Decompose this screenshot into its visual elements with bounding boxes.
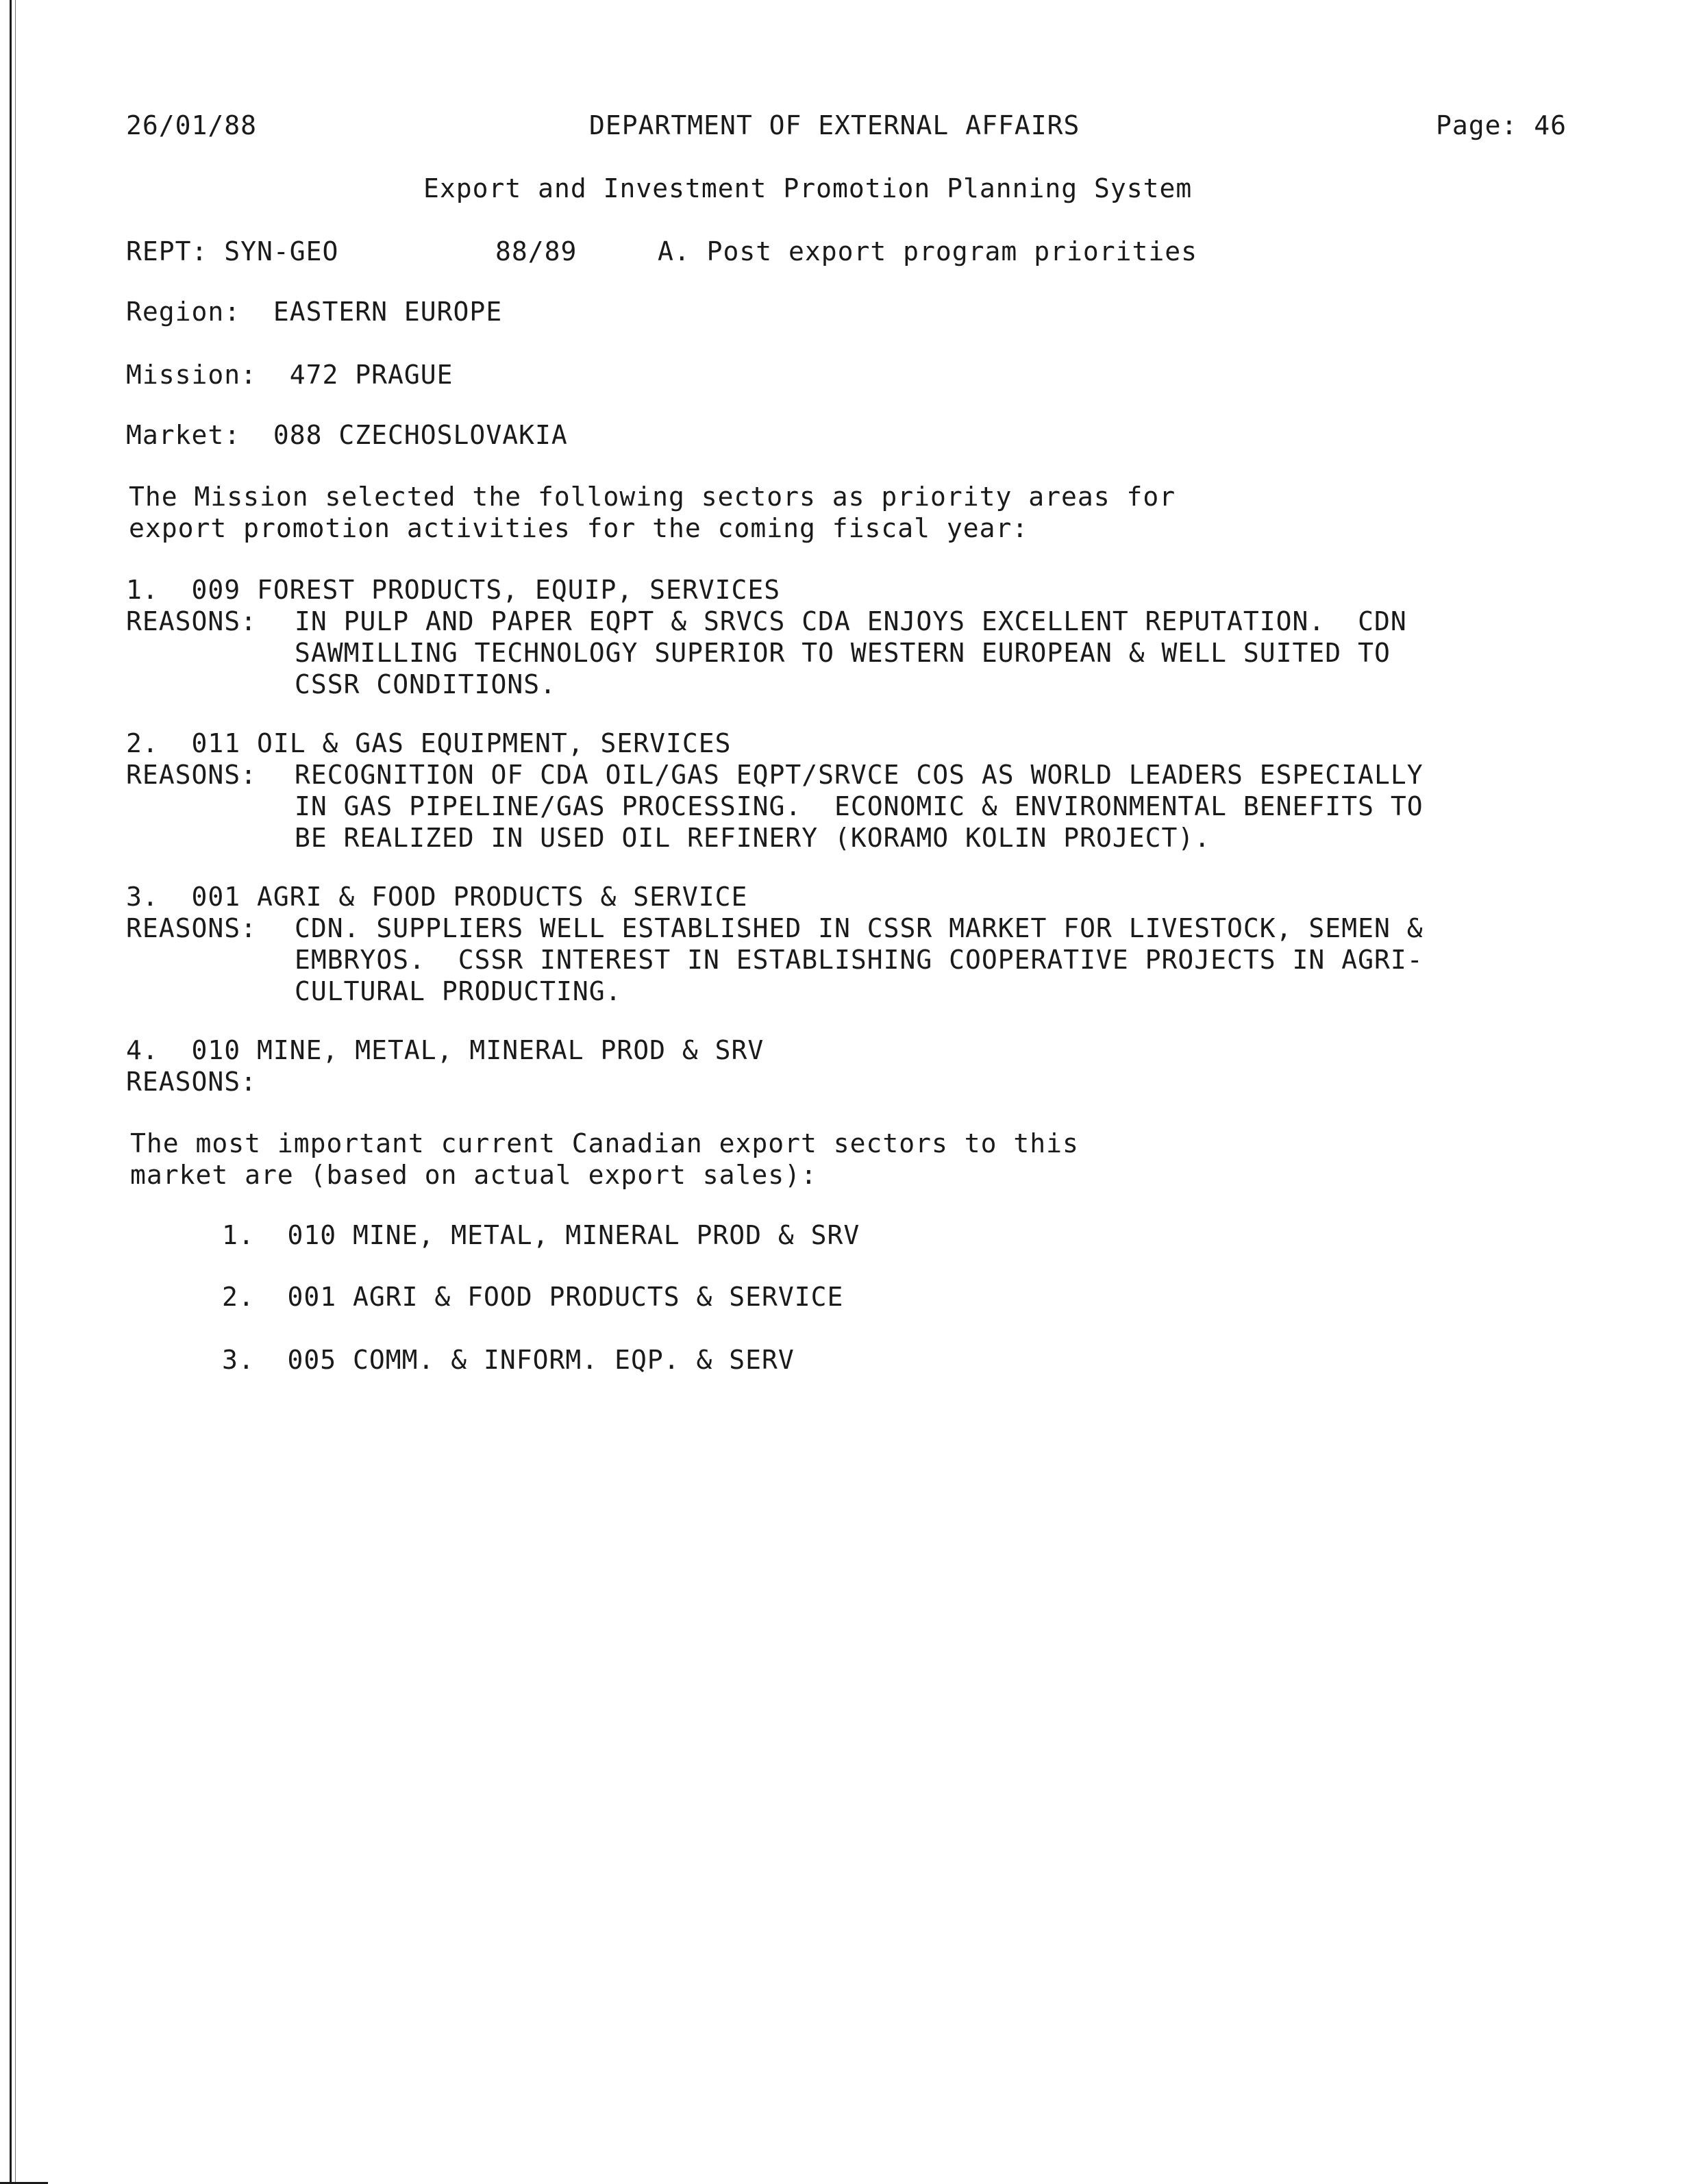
sector-title: 4. 010 MINE, METAL, MINERAL PROD & SRV	[126, 1035, 765, 1065]
reasons-line: IN PULP AND PAPER EQPT & SRVCS CDA ENJOYS EXCELLENT REPUTATION. CDN	[295, 606, 1407, 636]
reasons-line: EMBRYOS. CSSR INTEREST IN ESTABLISHING COOPERATIVE PROJECTS IN AGRI-	[295, 945, 1424, 975]
sector-title: 2. 011 OIL & GAS EQUIPMENT, SERVICES	[126, 728, 732, 758]
sector-title: 3. 001 AGRI & FOOD PRODUCTS & SERVICE	[126, 882, 748, 912]
reasons-line: CSSR CONDITIONS.	[295, 669, 557, 699]
department-title: DEPARTMENT OF EXTERNAL AFFAIRS	[589, 110, 1080, 140]
report-title: A. Post export program priorities	[658, 236, 1197, 266]
page-left-border-inner	[15, 0, 16, 2184]
priority-sector-4	[126, 1034, 764, 1097]
reasons-text	[295, 759, 1424, 854]
reasons-label: REASONS:	[126, 606, 258, 636]
priority-sector-2	[126, 728, 1424, 854]
export-sector-item: 3. 005 COMM. & INFORM. EQP. & SERV	[222, 1345, 795, 1375]
system-subtitle: Export and Investment Promotion Planning System	[423, 173, 1193, 203]
page-number: Page: 46	[1436, 110, 1567, 140]
sector-title: 1. 009 FOREST PRODUCTS, EQUIP, SERVICES	[126, 575, 781, 605]
reasons-line: SAWMILLING TECHNOLOGY SUPERIOR TO WESTERN EUROPEAN & WELL SUITED TO	[295, 638, 1391, 668]
report-code: REPT: SYN-GEO	[126, 236, 339, 266]
export-intro-line: The most important current Canadian export sectors to this	[130, 1128, 1079, 1158]
reasons-label: REASONS:	[126, 1067, 258, 1097]
reasons-label: REASONS:	[126, 760, 258, 790]
report-date: 26/01/88	[126, 110, 258, 140]
reasons-line: BE REALIZED IN USED OIL REFINERY (KORAMO KOLIN PROJECT).	[295, 823, 1211, 853]
sector-reasons	[126, 913, 1424, 1007]
reasons-line: CDN. SUPPLIERS WELL ESTABLISHED IN CSSR MARKET FOR LIVESTOCK, SEMEN &	[295, 913, 1424, 943]
export-intro-line: market are (based on actual export sales):	[130, 1160, 817, 1190]
export-sector-item: 1. 010 MINE, METAL, MINERAL PROD & SRV	[222, 1220, 860, 1250]
sector-reasons	[126, 606, 1407, 700]
priority-sector-3	[126, 881, 1424, 1007]
sector-reasons	[126, 759, 1424, 854]
export-sectors-intro	[130, 1128, 1079, 1191]
priority-intro-line: The Mission selected the following sectors as priority areas for	[129, 482, 1176, 512]
reasons-text	[295, 606, 1407, 700]
export-sector-item: 2. 001 AGRI & FOOD PRODUCTS & SERVICE	[222, 1282, 844, 1312]
reasons-line: IN GAS PIPELINE/GAS PROCESSING. ECONOMIC & ENVIRONMENTAL BENEFITS TO	[295, 791, 1424, 821]
market-field: Market: 088 CZECHOSLOVAKIA	[126, 420, 568, 450]
reasons-line: CULTURAL PRODUCTING.	[295, 976, 622, 1006]
priority-intro	[129, 481, 1176, 544]
report-fiscal-year: 88/89	[495, 236, 577, 266]
mission-field: Mission: 472 PRAGUE	[126, 360, 453, 390]
priority-sector-1	[126, 574, 1407, 700]
priority-intro-line: export promotion activities for the coming fiscal year:	[129, 513, 1029, 543]
reasons-text	[295, 913, 1424, 1007]
sector-reasons	[126, 1066, 764, 1097]
reasons-label: REASONS:	[126, 913, 258, 943]
page-left-border	[10, 0, 12, 2184]
region-field: Region: EASTERN EUROPE	[126, 297, 503, 327]
reasons-line: RECOGNITION OF CDA OIL/GAS EQPT/SRVCE COS AS WORLD LEADERS ESPECIALLY	[295, 760, 1424, 790]
